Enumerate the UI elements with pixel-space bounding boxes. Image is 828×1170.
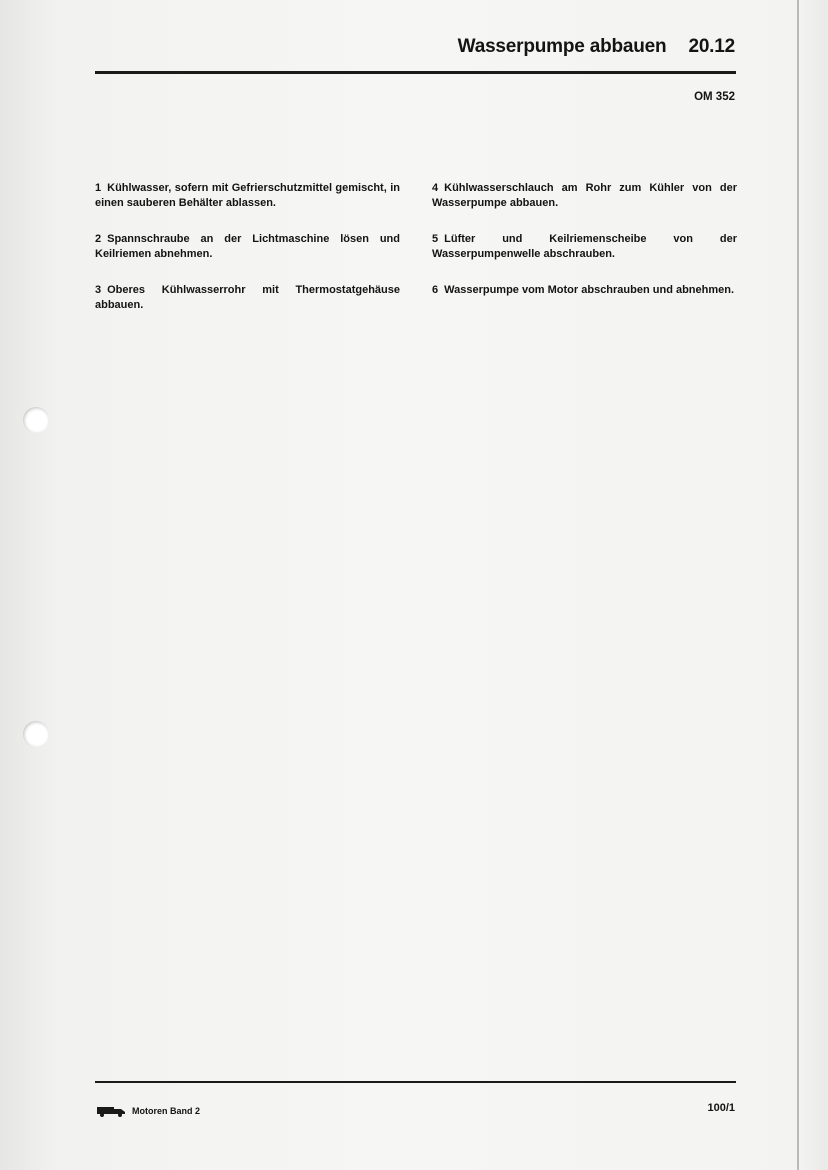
step-item <box>432 181 737 211</box>
step-item <box>95 283 400 313</box>
punch-hole <box>23 407 49 433</box>
step-number: 6 <box>432 284 439 296</box>
step-number: 3 <box>95 284 102 296</box>
step-item <box>95 181 400 211</box>
header-rule <box>95 71 736 74</box>
step-number: 4 <box>432 182 439 194</box>
engine-code: OM 352 <box>694 91 735 103</box>
step-text: Spannschraube an der Lichtmaschine lösen und Keilriemen abnehmen. <box>95 233 400 260</box>
step-number: 2 <box>95 233 102 245</box>
footer-rule <box>95 1081 736 1083</box>
steps-right-column <box>432 181 737 319</box>
page-edge <box>797 0 799 1170</box>
step-text: Kühlwasser, sofern mit Gefrierschutzmittel gemischt, in einen sauberen Behälter ablassen. <box>95 182 400 209</box>
section-number: 20.12 <box>688 36 735 57</box>
page-number: 100/1 <box>707 1102 735 1114</box>
step-item <box>95 232 400 262</box>
page-title <box>458 36 735 58</box>
title-text: Wasserpumpe abbauen <box>457 36 667 57</box>
step-item <box>432 232 737 262</box>
footer-book <box>97 1105 200 1117</box>
step-text: Kühlwasserschlauch am Rohr zum Kühler von der Wasserpumpe abbauen. <box>432 182 737 209</box>
step-number: 5 <box>432 233 439 245</box>
step-number: 1 <box>95 182 102 194</box>
step-text: Oberes Kühlwasserrohr mit Thermostatgehäuse abbauen. <box>95 284 400 311</box>
truck-icon <box>97 1105 127 1117</box>
punch-hole <box>23 721 49 747</box>
book-title: Motoren Band 2 <box>132 1106 201 1116</box>
steps-left-column <box>95 181 400 334</box>
step-item <box>432 283 737 298</box>
step-text: Lüfter und Keilriemenscheibe von der Wasserpumpenwelle abschrauben. <box>432 233 737 260</box>
step-text: Wasserpumpe vom Motor abschrauben und abnehmen. <box>444 284 735 296</box>
